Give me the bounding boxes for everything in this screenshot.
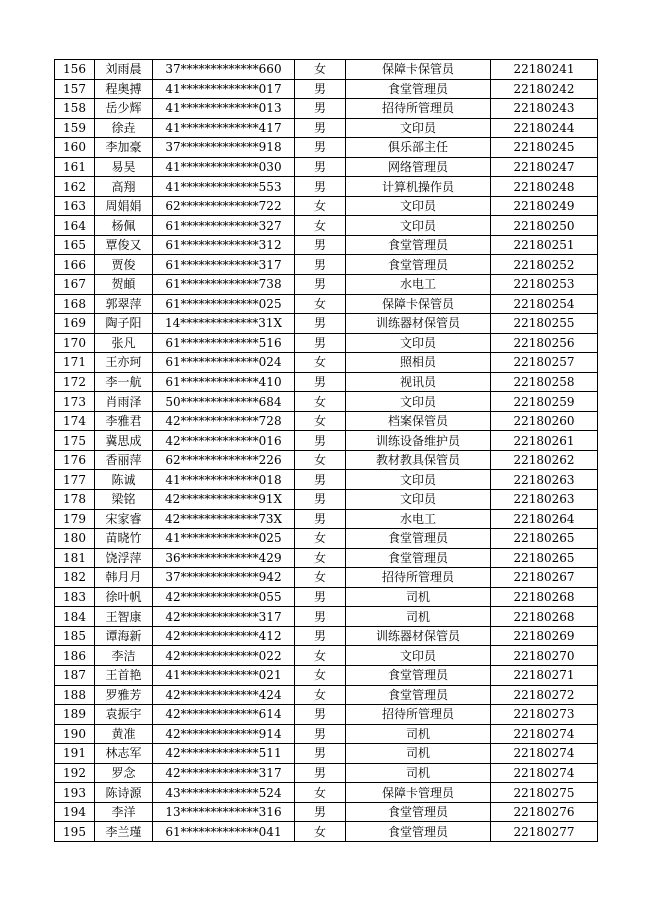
row-number: 190	[55, 724, 95, 744]
row-id-number: 42*************016	[153, 431, 295, 451]
row-sex: 男	[295, 314, 346, 334]
row-sex: 男	[295, 235, 346, 255]
row-position: 食堂管理员	[346, 255, 491, 275]
table-row	[55, 548, 598, 568]
row-position: 司机	[346, 724, 491, 744]
table-row	[55, 255, 598, 275]
row-name: 周娟娟	[95, 196, 153, 216]
row-code: 22180272	[491, 685, 598, 705]
row-code: 22180269	[491, 626, 598, 646]
row-sex: 男	[295, 705, 346, 725]
row-name: 杨佩	[95, 216, 153, 236]
table-row	[55, 802, 598, 822]
table-row	[55, 529, 598, 549]
row-id-number: 42*************412	[153, 626, 295, 646]
row-position: 食堂管理员	[346, 802, 491, 822]
table-row	[55, 685, 598, 705]
row-position: 水电工	[346, 275, 491, 295]
row-name: 陶子阳	[95, 314, 153, 334]
row-sex: 男	[295, 157, 346, 177]
row-sex: 男	[295, 333, 346, 353]
table-row	[55, 411, 598, 431]
row-position: 文印员	[346, 392, 491, 412]
row-id-number: 37*************918	[153, 138, 295, 158]
row-code: 22180270	[491, 646, 598, 666]
row-code: 22180265	[491, 548, 598, 568]
row-number: 160	[55, 138, 95, 158]
row-number: 178	[55, 490, 95, 510]
row-id-number: 36*************429	[153, 548, 295, 568]
row-position: 招待所管理员	[346, 705, 491, 725]
table-row	[55, 99, 598, 119]
row-position: 水电工	[346, 509, 491, 529]
row-name: 覃俊又	[95, 235, 153, 255]
row-sex: 男	[295, 255, 346, 275]
row-id-number: 37*************942	[153, 568, 295, 588]
row-id-number: 43*************524	[153, 783, 295, 803]
row-sex: 女	[295, 450, 346, 470]
row-number: 158	[55, 99, 95, 119]
row-sex: 男	[295, 802, 346, 822]
row-number: 170	[55, 333, 95, 353]
row-position: 保障卡管理员	[346, 783, 491, 803]
table-row	[55, 450, 598, 470]
row-name: 高翔	[95, 177, 153, 197]
row-id-number: 41*************018	[153, 470, 295, 490]
row-code: 22180253	[491, 275, 598, 295]
table-row	[55, 79, 598, 99]
row-id-number: 14*************31X	[153, 314, 295, 334]
table-row	[55, 822, 598, 842]
row-position: 视讯员	[346, 372, 491, 392]
row-number: 172	[55, 372, 95, 392]
row-code: 22180274	[491, 744, 598, 764]
row-name: 易昊	[95, 157, 153, 177]
row-code: 22180271	[491, 665, 598, 685]
row-id-number: 41*************030	[153, 157, 295, 177]
row-id-number: 41*************021	[153, 665, 295, 685]
row-number: 166	[55, 255, 95, 275]
row-sex: 女	[295, 60, 346, 80]
row-id-number: 42*************728	[153, 411, 295, 431]
row-number: 186	[55, 646, 95, 666]
row-sex: 男	[295, 372, 346, 392]
row-id-number: 37*************660	[153, 60, 295, 80]
row-sex: 男	[295, 607, 346, 627]
row-id-number: 42*************055	[153, 587, 295, 607]
row-name: 王首艳	[95, 665, 153, 685]
row-id-number: 61*************312	[153, 235, 295, 255]
row-number: 193	[55, 783, 95, 803]
row-sex: 男	[295, 587, 346, 607]
row-name: 李洁	[95, 646, 153, 666]
row-number: 162	[55, 177, 95, 197]
row-code: 22180268	[491, 587, 598, 607]
row-name: 谭海新	[95, 626, 153, 646]
row-code: 22180258	[491, 372, 598, 392]
row-name: 香丽萍	[95, 450, 153, 470]
row-id-number: 42*************511	[153, 744, 295, 764]
row-code: 22180252	[491, 255, 598, 275]
row-number: 168	[55, 294, 95, 314]
row-id-number: 42*************317	[153, 763, 295, 783]
table-row	[55, 490, 598, 510]
table-row	[55, 705, 598, 725]
row-number: 175	[55, 431, 95, 451]
row-sex: 男	[295, 275, 346, 295]
row-number: 156	[55, 60, 95, 80]
row-number: 165	[55, 235, 95, 255]
row-name: 肖雨泽	[95, 392, 153, 412]
row-id-number: 42*************022	[153, 646, 295, 666]
row-sex: 女	[295, 529, 346, 549]
row-id-number: 42*************317	[153, 607, 295, 627]
table-row	[55, 763, 598, 783]
row-code: 22180245	[491, 138, 598, 158]
row-number: 179	[55, 509, 95, 529]
row-code: 22180242	[491, 79, 598, 99]
row-name: 苗晓竹	[95, 529, 153, 549]
row-id-number: 42*************914	[153, 724, 295, 744]
row-position: 食堂管理员	[346, 235, 491, 255]
row-position: 档案保管员	[346, 411, 491, 431]
table-row	[55, 157, 598, 177]
row-number: 188	[55, 685, 95, 705]
row-number: 189	[55, 705, 95, 725]
row-id-number: 42*************73X	[153, 509, 295, 529]
table-row	[55, 314, 598, 334]
row-name: 罗雅芳	[95, 685, 153, 705]
row-position: 文印员	[346, 118, 491, 138]
row-sex: 男	[295, 763, 346, 783]
row-code: 22180247	[491, 157, 598, 177]
row-code: 22180267	[491, 568, 598, 588]
row-name: 林志军	[95, 744, 153, 764]
row-sex: 男	[295, 79, 346, 99]
table-row	[55, 177, 598, 197]
row-code: 22180268	[491, 607, 598, 627]
row-sex: 女	[295, 568, 346, 588]
row-number: 173	[55, 392, 95, 412]
table-row	[55, 470, 598, 490]
row-number: 192	[55, 763, 95, 783]
row-id-number: 41*************553	[153, 177, 295, 197]
table-row	[55, 646, 598, 666]
row-id-number: 41*************025	[153, 529, 295, 549]
row-sex: 女	[295, 196, 346, 216]
row-sex: 男	[295, 490, 346, 510]
row-sex: 男	[295, 118, 346, 138]
row-sex: 男	[295, 724, 346, 744]
table-row	[55, 744, 598, 764]
row-code: 22180248	[491, 177, 598, 197]
row-name: 罗念	[95, 763, 153, 783]
row-name: 贺頔	[95, 275, 153, 295]
roster-table	[54, 59, 598, 842]
table-row	[55, 118, 598, 138]
row-id-number: 41*************017	[153, 79, 295, 99]
row-number: 182	[55, 568, 95, 588]
row-sex: 男	[295, 431, 346, 451]
row-position: 文印员	[346, 216, 491, 236]
row-position: 网络管理员	[346, 157, 491, 177]
table-row	[55, 372, 598, 392]
table-row	[55, 294, 598, 314]
row-sex: 男	[295, 177, 346, 197]
row-code: 22180243	[491, 99, 598, 119]
row-code: 22180273	[491, 705, 598, 725]
table-row	[55, 60, 598, 80]
table-row	[55, 665, 598, 685]
table-row	[55, 626, 598, 646]
row-name: 岳少辉	[95, 99, 153, 119]
row-code: 22180261	[491, 431, 598, 451]
row-name: 王亦珂	[95, 353, 153, 373]
row-position: 食堂管理员	[346, 685, 491, 705]
row-id-number: 61*************516	[153, 333, 295, 353]
row-position: 文印员	[346, 470, 491, 490]
row-code: 22180259	[491, 392, 598, 412]
row-number: 169	[55, 314, 95, 334]
row-position: 司机	[346, 744, 491, 764]
row-code: 22180263	[491, 470, 598, 490]
row-code: 22180255	[491, 314, 598, 334]
row-position: 食堂管理员	[346, 529, 491, 549]
row-position: 文印员	[346, 646, 491, 666]
roster-body	[55, 60, 598, 842]
row-name: 饶浮萍	[95, 548, 153, 568]
row-sex: 女	[295, 392, 346, 412]
row-id-number: 61*************738	[153, 275, 295, 295]
row-name: 张凡	[95, 333, 153, 353]
table-row	[55, 392, 598, 412]
row-code: 22180244	[491, 118, 598, 138]
row-number: 174	[55, 411, 95, 431]
row-id-number: 61*************317	[153, 255, 295, 275]
table-row	[55, 607, 598, 627]
row-position: 食堂管理员	[346, 665, 491, 685]
row-position: 司机	[346, 587, 491, 607]
row-id-number: 13*************316	[153, 802, 295, 822]
row-sex: 男	[295, 626, 346, 646]
row-position: 保障卡保管员	[346, 294, 491, 314]
table-row	[55, 353, 598, 373]
row-id-number: 61*************327	[153, 216, 295, 236]
row-id-number: 41*************013	[153, 99, 295, 119]
row-code: 22180264	[491, 509, 598, 529]
table-row	[55, 235, 598, 255]
row-name: 宋家睿	[95, 509, 153, 529]
row-id-number: 41*************417	[153, 118, 295, 138]
row-id-number: 61*************025	[153, 294, 295, 314]
table-row	[55, 431, 598, 451]
row-position: 文印员	[346, 333, 491, 353]
row-position: 训练器材保管员	[346, 314, 491, 334]
row-number: 167	[55, 275, 95, 295]
table-row	[55, 275, 598, 295]
row-number: 180	[55, 529, 95, 549]
row-position: 训练设备维护员	[346, 431, 491, 451]
row-id-number: 42*************91X	[153, 490, 295, 510]
row-number: 191	[55, 744, 95, 764]
row-name: 陈诗源	[95, 783, 153, 803]
row-number: 187	[55, 665, 95, 685]
row-number: 176	[55, 450, 95, 470]
row-code: 22180265	[491, 529, 598, 549]
row-sex: 女	[295, 294, 346, 314]
row-name: 韩月月	[95, 568, 153, 588]
row-position: 训练器材保管员	[346, 626, 491, 646]
row-position: 保障卡保管员	[346, 60, 491, 80]
row-code: 22180250	[491, 216, 598, 236]
row-code: 22180260	[491, 411, 598, 431]
row-position: 食堂管理员	[346, 822, 491, 842]
row-name: 李兰瑾	[95, 822, 153, 842]
row-name: 程奥搏	[95, 79, 153, 99]
row-id-number: 42*************424	[153, 685, 295, 705]
row-sex: 女	[295, 822, 346, 842]
row-name: 李雅君	[95, 411, 153, 431]
row-name: 梁铭	[95, 490, 153, 510]
row-sex: 女	[295, 665, 346, 685]
row-name: 李一航	[95, 372, 153, 392]
row-position: 教材教具保管员	[346, 450, 491, 470]
row-sex: 男	[295, 744, 346, 764]
row-number: 194	[55, 802, 95, 822]
table-row	[55, 138, 598, 158]
row-name: 徐垚	[95, 118, 153, 138]
row-number: 181	[55, 548, 95, 568]
row-sex: 男	[295, 138, 346, 158]
row-sex: 男	[295, 509, 346, 529]
row-name: 冀思成	[95, 431, 153, 451]
row-code: 22180263	[491, 490, 598, 510]
table-row	[55, 568, 598, 588]
row-sex: 女	[295, 685, 346, 705]
row-id-number: 62*************722	[153, 196, 295, 216]
row-code: 22180276	[491, 802, 598, 822]
row-number: 157	[55, 79, 95, 99]
row-name: 李加豪	[95, 138, 153, 158]
row-name: 袁振宇	[95, 705, 153, 725]
row-number: 184	[55, 607, 95, 627]
row-code: 22180274	[491, 724, 598, 744]
row-position: 文印员	[346, 196, 491, 216]
row-id-number: 61*************041	[153, 822, 295, 842]
row-code: 22180275	[491, 783, 598, 803]
row-sex: 女	[295, 411, 346, 431]
table-row	[55, 587, 598, 607]
row-id-number: 61*************024	[153, 353, 295, 373]
row-code: 22180241	[491, 60, 598, 80]
row-number: 159	[55, 118, 95, 138]
row-position: 招待所管理员	[346, 568, 491, 588]
row-position: 俱乐部主任	[346, 138, 491, 158]
row-code: 22180274	[491, 763, 598, 783]
row-position: 司机	[346, 763, 491, 783]
row-position: 计算机操作员	[346, 177, 491, 197]
row-number: 185	[55, 626, 95, 646]
row-sex: 女	[295, 646, 346, 666]
row-sex: 男	[295, 470, 346, 490]
row-number: 177	[55, 470, 95, 490]
row-name: 徐叶帆	[95, 587, 153, 607]
row-code: 22180257	[491, 353, 598, 373]
row-id-number: 62*************226	[153, 450, 295, 470]
row-position: 招待所管理员	[346, 99, 491, 119]
row-name: 李洋	[95, 802, 153, 822]
row-name: 王智康	[95, 607, 153, 627]
row-name: 郭翠萍	[95, 294, 153, 314]
row-code: 22180254	[491, 294, 598, 314]
row-sex: 女	[295, 353, 346, 373]
table-row	[55, 724, 598, 744]
row-code: 22180249	[491, 196, 598, 216]
row-sex: 女	[295, 548, 346, 568]
table-row	[55, 333, 598, 353]
row-number: 163	[55, 196, 95, 216]
row-name: 陈诚	[95, 470, 153, 490]
row-id-number: 50*************684	[153, 392, 295, 412]
row-id-number: 42*************614	[153, 705, 295, 725]
row-name: 黄准	[95, 724, 153, 744]
row-code: 22180251	[491, 235, 598, 255]
row-id-number: 61*************410	[153, 372, 295, 392]
table-row	[55, 783, 598, 803]
row-position: 文印员	[346, 490, 491, 510]
row-name: 贾俊	[95, 255, 153, 275]
row-name: 刘雨晨	[95, 60, 153, 80]
row-position: 司机	[346, 607, 491, 627]
row-number: 195	[55, 822, 95, 842]
row-code: 22180256	[491, 333, 598, 353]
row-position: 食堂管理员	[346, 79, 491, 99]
row-sex: 女	[295, 216, 346, 236]
row-number: 183	[55, 587, 95, 607]
row-code: 22180262	[491, 450, 598, 470]
row-number: 164	[55, 216, 95, 236]
table-row	[55, 196, 598, 216]
row-number: 171	[55, 353, 95, 373]
table-row	[55, 216, 598, 236]
table-row	[55, 509, 598, 529]
row-code: 22180277	[491, 822, 598, 842]
row-sex: 男	[295, 99, 346, 119]
row-position: 食堂管理员	[346, 548, 491, 568]
row-number: 161	[55, 157, 95, 177]
row-sex: 女	[295, 783, 346, 803]
row-position: 照相员	[346, 353, 491, 373]
